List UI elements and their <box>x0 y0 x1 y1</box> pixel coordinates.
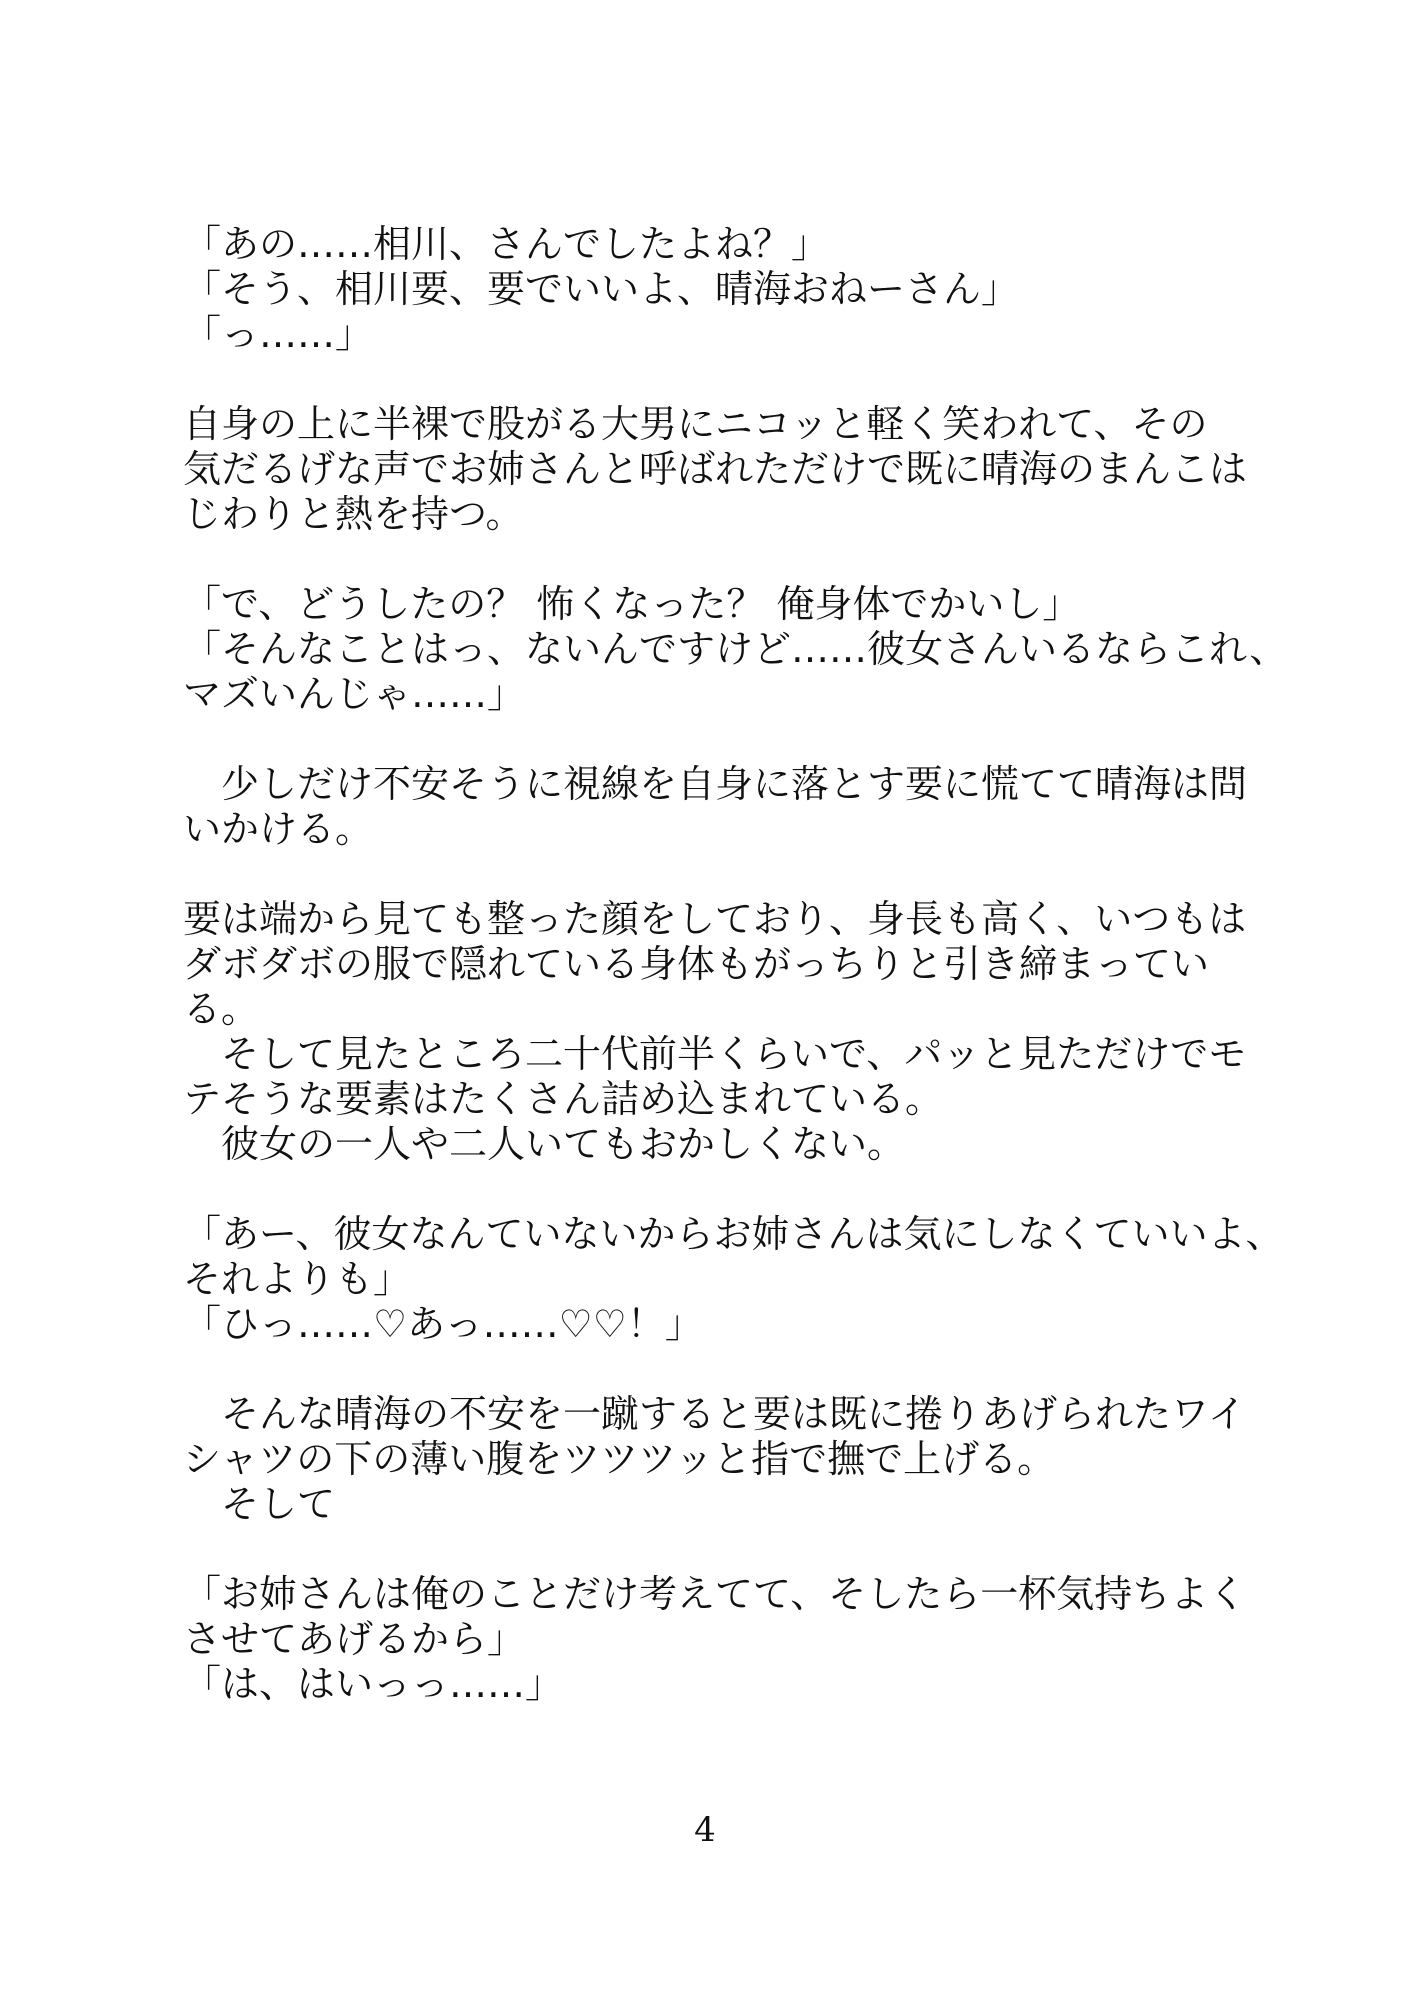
text-line: 少しだけ不安そうに視線を自身に落とす要に慌てて晴海は問 <box>183 762 1248 806</box>
text-line: 「あー、彼女なんていないからお姉さんは気にしなくていいよ、 <box>183 1212 1284 1256</box>
text-line: いかける。 <box>183 807 374 851</box>
blank-line <box>183 537 1263 582</box>
text-line: 「お姉さんは俺のことだけ考えてて、そしたら一杯気持ちよく <box>183 1572 1247 1616</box>
text-line: 「そんなことはっ、ないんですけど……彼女さんいるならこれ、 <box>183 627 1288 671</box>
text-line: そして <box>183 1482 336 1526</box>
text-line: させてあげるから」 <box>183 1617 526 1661</box>
text-line: 自身の上に半裸で股がる大男にニコッと軽く笑われて、その <box>183 402 1208 446</box>
body-text <box>183 222 1288 1707</box>
text-line: る。 <box>183 987 260 1031</box>
blank-line <box>183 717 1263 762</box>
text-line: それよりも」 <box>183 1257 412 1301</box>
text-line: 要は端から見ても整った顔をしており、身長も高く、いつもは <box>183 897 1247 941</box>
text-line: そして見たところ二十代前半くらいで、パッと見ただけでモ <box>183 1032 1247 1076</box>
blank-line <box>183 357 1263 402</box>
text-line: 「そう、相川要、要でいいよ、晴海おねーさん」 <box>183 267 1020 311</box>
text-line: テそうな要素はたくさん詰め込まれている。 <box>183 1077 944 1121</box>
blank-line <box>183 1167 1263 1212</box>
text-line: そんな晴海の不安を一蹴すると要は既に捲りあげられたワイ <box>183 1392 1246 1436</box>
text-line: マズいんじゃ……」 <box>183 672 526 716</box>
text-line: 「で、どうしたの？ 怖くなった？ 俺身体でかいし」 <box>183 582 1081 626</box>
text-line: じわりと熱を持つ。 <box>183 492 524 536</box>
page-number: 4 <box>694 1810 716 1850</box>
text-line: ダボダボの服で隠れている身体もがっちりと引き締まってい <box>183 942 1210 986</box>
blank-line <box>183 852 1263 897</box>
blank-line <box>183 1527 1263 1572</box>
text-line: シャツの下の薄い腹をツツツッと指で撫で上げる。 <box>183 1437 1056 1481</box>
text-line: 「あの……相川、さんでしたよね？」 <box>183 222 830 266</box>
text-line: 「っ……」 <box>183 312 374 356</box>
text-line: 気だるげな声でお姉さんと呼ばれただけで既に晴海のまんこは <box>183 447 1248 491</box>
text-line: 「は、はいっっ……」 <box>183 1662 564 1706</box>
text-line: 彼女の一人や二人いてもおかしくない。 <box>183 1122 906 1166</box>
blank-line <box>183 1347 1263 1392</box>
text-line: 「ひっ……♡あっ……♡♡！」 <box>183 1302 703 1346</box>
